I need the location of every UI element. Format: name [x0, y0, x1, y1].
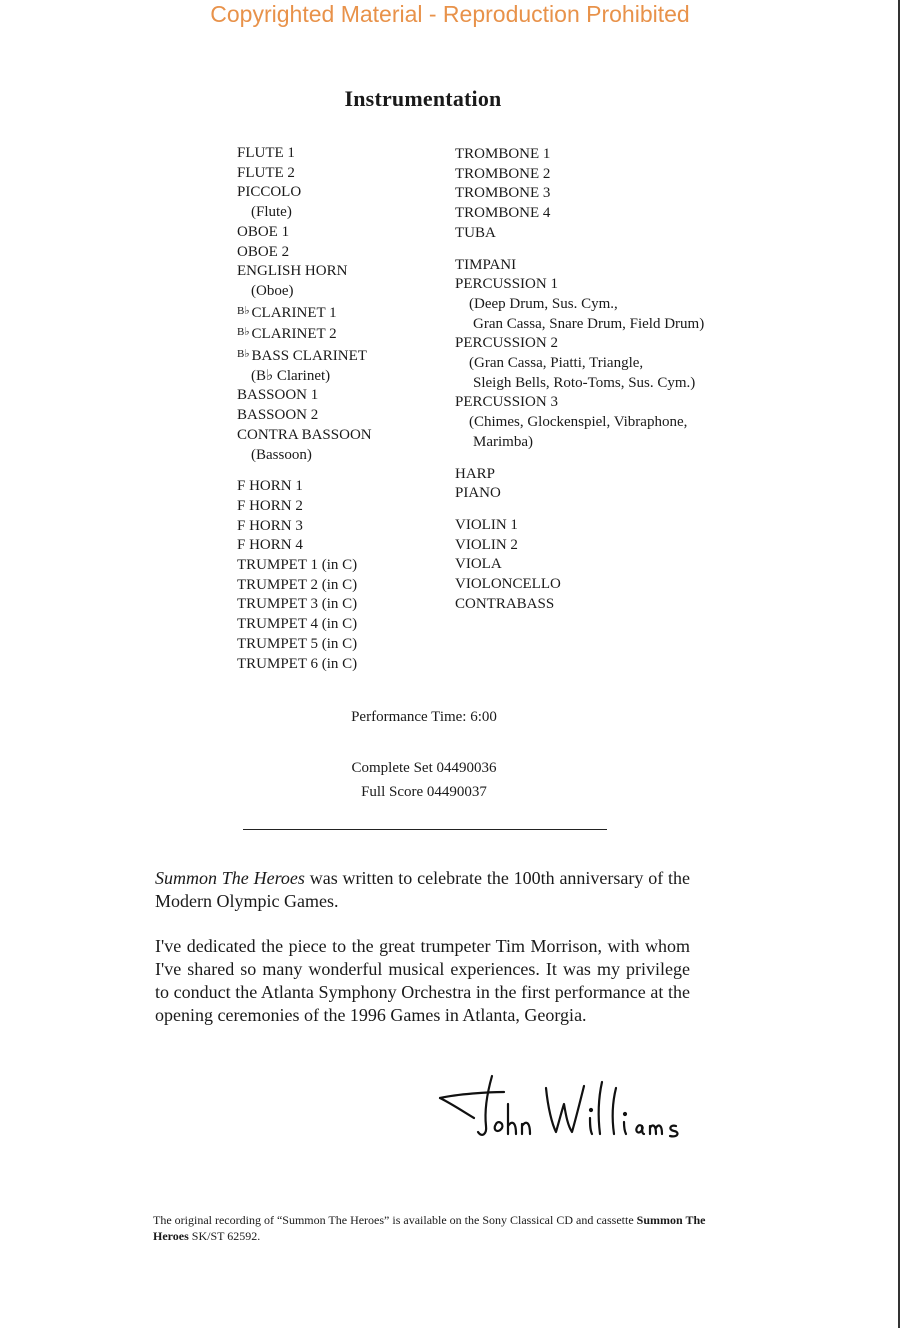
instrument-name	[237, 302, 372, 324]
full-score-number: Full Score 04490037	[361, 784, 487, 800]
instrument-name	[455, 393, 704, 413]
instrument-label: (Deep Drum, Sus. Cym.,	[469, 295, 618, 312]
instrument-label: FLUTE 1	[237, 145, 295, 161]
instrument-label: F HORN 4	[237, 537, 303, 554]
instrument-name	[455, 555, 704, 575]
instrument-name	[237, 386, 372, 406]
instrument-name	[237, 595, 372, 615]
instrument-label: TROMBONE 2	[455, 165, 551, 182]
instrument-name	[237, 164, 372, 184]
instrument-note	[455, 354, 704, 374]
copyright-watermark: Copyrighted Material - Reproduction Prohibited	[210, 1, 690, 27]
instrument-label: BASSOON 2	[237, 407, 319, 424]
instrument-label: CLARINET 2	[251, 326, 337, 343]
signature-icon	[438, 1068, 690, 1148]
recording-footnote	[153, 1212, 713, 1244]
instrument-name	[455, 334, 704, 354]
instrument-label: TRUMPET 1 (in C)	[237, 557, 358, 574]
instrument-name	[237, 262, 372, 282]
instrument-name	[237, 406, 372, 426]
instrument-label: TRUMPET 5 (in C)	[237, 635, 358, 652]
page-title: Instrumentation	[344, 86, 502, 111]
instrument-name	[237, 477, 372, 497]
instrument-label: (Gran Cassa, Piatti, Triangle,	[469, 355, 644, 372]
section-divider	[243, 829, 607, 830]
instrument-label: (Flute)	[251, 204, 292, 221]
instrument-label: PERCUSSION 3	[455, 394, 558, 411]
instrument-label: TIMPANI	[455, 256, 517, 273]
instrument-label: TRUMPET 2 (in C)	[237, 576, 358, 593]
instrument-note	[455, 374, 704, 394]
instrument-label: F HORN 2	[237, 497, 303, 514]
instrument-name	[237, 323, 372, 345]
dedication-paragraph: I've dedicated the piece to the great trumpeter Tim Morrison, with whom I've shared so many wonderful musical experiences. It was my privilege to conduct the Atlanta Symphony Orchestra in the first performance at the opening ceremonies of the 1996 Games in Atlanta, Georgia.	[155, 936, 690, 1025]
instrument-name	[237, 144, 372, 164]
instrument-label: F HORN 1	[237, 478, 303, 495]
instrument-name	[237, 183, 372, 203]
instrument-label: Sleigh Bells, Roto-Toms, Sus. Cym.)	[473, 374, 696, 391]
instrument-label: (Bassoon)	[251, 446, 312, 463]
instrument-label: F HORN 3	[237, 517, 303, 534]
instrument-note	[237, 446, 372, 466]
performance-time: Performance Time: 6:00	[351, 709, 497, 725]
instrument-name	[455, 145, 704, 165]
instrument-note	[237, 282, 372, 302]
instrument-note	[455, 295, 704, 315]
instrument-name	[455, 536, 704, 556]
instrument-label: BASSOON 1	[237, 387, 319, 404]
instrument-name	[237, 243, 372, 263]
instrument-list-right	[455, 145, 704, 614]
instrument-label: (B♭ Clarinet)	[251, 367, 331, 384]
instrument-label: TUBA	[455, 224, 496, 241]
flat-key-label: B♭	[237, 326, 250, 339]
instrument-name	[455, 184, 704, 204]
instrument-label: TRUMPET 3 (in C)	[237, 596, 358, 613]
piece-title: Summon The Heroes	[155, 868, 305, 888]
intro-paragraph	[155, 867, 690, 913]
composer-signature	[438, 1068, 690, 1148]
instrument-label: (Chimes, Glockenspiel, Vibraphone,	[469, 414, 688, 431]
instrument-label: PERCUSSION 2	[455, 335, 558, 352]
flat-key-label: B♭	[237, 348, 250, 361]
instrument-name	[237, 223, 372, 243]
instrument-label: OBOE 2	[237, 243, 290, 260]
instrument-name	[455, 465, 704, 485]
instrument-name	[455, 224, 704, 244]
instrument-note	[455, 433, 704, 453]
instrument-name	[237, 517, 372, 537]
instrument-label: TROMBONE 4	[455, 205, 551, 222]
footnote-text: The original recording of “Summon The Heroes” is available on the Sony Classical CD and cassette	[153, 1213, 637, 1227]
instrument-list-left	[237, 144, 372, 674]
section-gap	[455, 453, 704, 465]
instrument-name	[237, 497, 372, 517]
instrument-name	[455, 275, 704, 295]
instrument-name	[455, 484, 704, 504]
instrument-label: CONTRA BASSOON	[237, 426, 372, 443]
instrument-name	[455, 575, 704, 595]
instrument-name	[455, 595, 704, 615]
instrument-name	[237, 556, 372, 576]
instrument-label: VIOLA	[455, 556, 502, 573]
instrument-label: VIOLONCELLO	[455, 576, 561, 593]
instrument-name	[237, 615, 372, 635]
instrument-label: TRUMPET 4 (in C)	[237, 616, 358, 633]
instrument-note	[237, 367, 372, 387]
instrument-name	[455, 165, 704, 185]
instrument-label: HARP	[455, 465, 496, 482]
instrument-label: PIANO	[455, 485, 501, 502]
instrument-note	[455, 413, 704, 433]
instrument-label: TROMBONE 3	[455, 185, 551, 202]
instrument-name	[237, 345, 372, 367]
instrument-label: Gran Cassa, Snare Drum, Field Drum)	[473, 315, 705, 332]
instrument-name	[237, 426, 372, 446]
instrument-label: OBOE 1	[237, 223, 290, 240]
section-gap	[455, 504, 704, 516]
section-gap	[455, 244, 704, 256]
instrument-name	[237, 576, 372, 596]
instrument-note	[237, 203, 372, 223]
flat-key-label: B♭	[237, 304, 250, 317]
instrument-label: VIOLIN 2	[455, 536, 518, 553]
instrument-name	[455, 204, 704, 224]
instrument-name	[237, 655, 372, 675]
instrument-label: BASS CLARINET	[251, 348, 367, 365]
instrument-name	[455, 256, 704, 276]
complete-set-number: Complete Set 04490036	[351, 760, 497, 776]
instrument-label: FLUTE 2	[237, 164, 295, 181]
instrument-label: CONTRABASS	[455, 595, 555, 612]
instrument-note	[455, 315, 704, 335]
instrument-label: VIOLIN 1	[455, 516, 518, 533]
instrument-label: ENGLISH HORN	[237, 263, 348, 280]
footnote-catalog: SK/ST 62592.	[188, 1229, 261, 1243]
intro-text: was written to celebrate the 100th anniversary of the Modern Olympic Games.	[155, 868, 690, 911]
instrument-name	[455, 516, 704, 536]
instrument-label: CLARINET 1	[251, 304, 337, 321]
instrument-label: PICCOLO	[237, 184, 302, 201]
footnote-album-title: Summon The Heroes	[153, 1213, 706, 1243]
instrument-label: TRUMPET 6 (in C)	[237, 655, 358, 672]
instrument-label: (Oboe)	[251, 282, 294, 299]
instrument-name	[237, 536, 372, 556]
instrument-label: Marimba)	[473, 433, 533, 450]
instrument-name	[237, 635, 372, 655]
instrument-label: TROMBONE 1	[455, 146, 551, 162]
instrument-label: PERCUSSION 1	[455, 276, 558, 293]
section-gap	[237, 465, 372, 477]
